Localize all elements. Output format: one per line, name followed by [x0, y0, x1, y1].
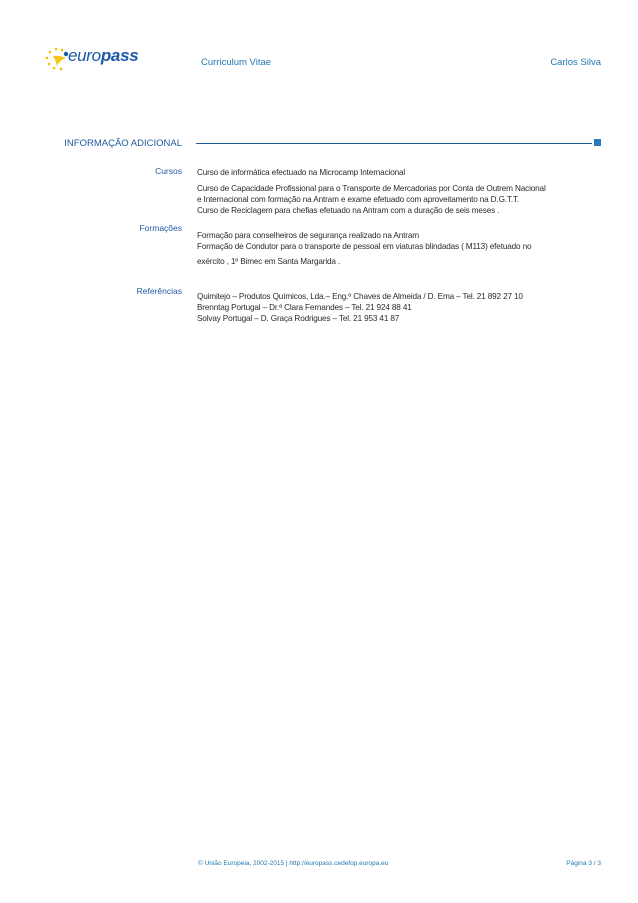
formacoes-line: exército , 1º Bimec em Santa Margarida .	[197, 257, 341, 266]
cursos-line: Curso de informática efectuado na Microcamp Internacional	[197, 168, 406, 177]
person-name: Carlos Silva	[550, 57, 601, 68]
referencias-line: Quimitejo – Produtos Químicos, Lda.– Eng.º Chaves de Almeida / D. Ema – Tel. 21 892 27 10	[197, 292, 523, 301]
europass-logo	[44, 44, 139, 72]
europass-wordmark: europass	[68, 46, 139, 65]
formacoes-line: Formação para conselheiros de segurança realizado na Antram	[197, 231, 419, 240]
referencias-label: Referências	[136, 286, 182, 296]
cursos-line: Curso de Reciclagem para chefias efetuado na Antram com a duração de seis meses .	[197, 206, 500, 215]
section-title: INFORMAÇÃO ADICIONAL	[64, 138, 182, 149]
section-marker-icon	[594, 139, 601, 146]
doc-title: Curriculum Vitae	[201, 57, 272, 68]
section-divider	[196, 143, 592, 144]
referencias-line: Solvay Portugal – D. Graça Rodrigues – Tel. 21 953 41 87	[197, 314, 400, 323]
cursos-line: Curso de Capacidade Profissional para o Transporte de Mercadorias por Conta de Outrem Nacional	[197, 184, 546, 193]
cursos-label: Cursos	[155, 166, 182, 176]
formacoes-line: Formação de Condutor para o transporte de pessoal em viaturas blindadas ( M113) efetuado no	[197, 242, 532, 251]
page-number: Página 3 / 3	[566, 860, 601, 867]
formacoes-label: Formações	[139, 223, 182, 233]
referencias-line: Brenntag Portugal – Dr.ª Clara Fernandes – Tel. 21 924 88 41	[197, 303, 412, 312]
footer-copyright-link[interactable]: © União Europeia, 2002-2015 | http://europass.cedefop.europa.eu	[198, 860, 389, 867]
cursos-line: e Internacional com formação na Antram e exame efetuado com aproveitamento na D.G.T.T.	[197, 195, 520, 204]
